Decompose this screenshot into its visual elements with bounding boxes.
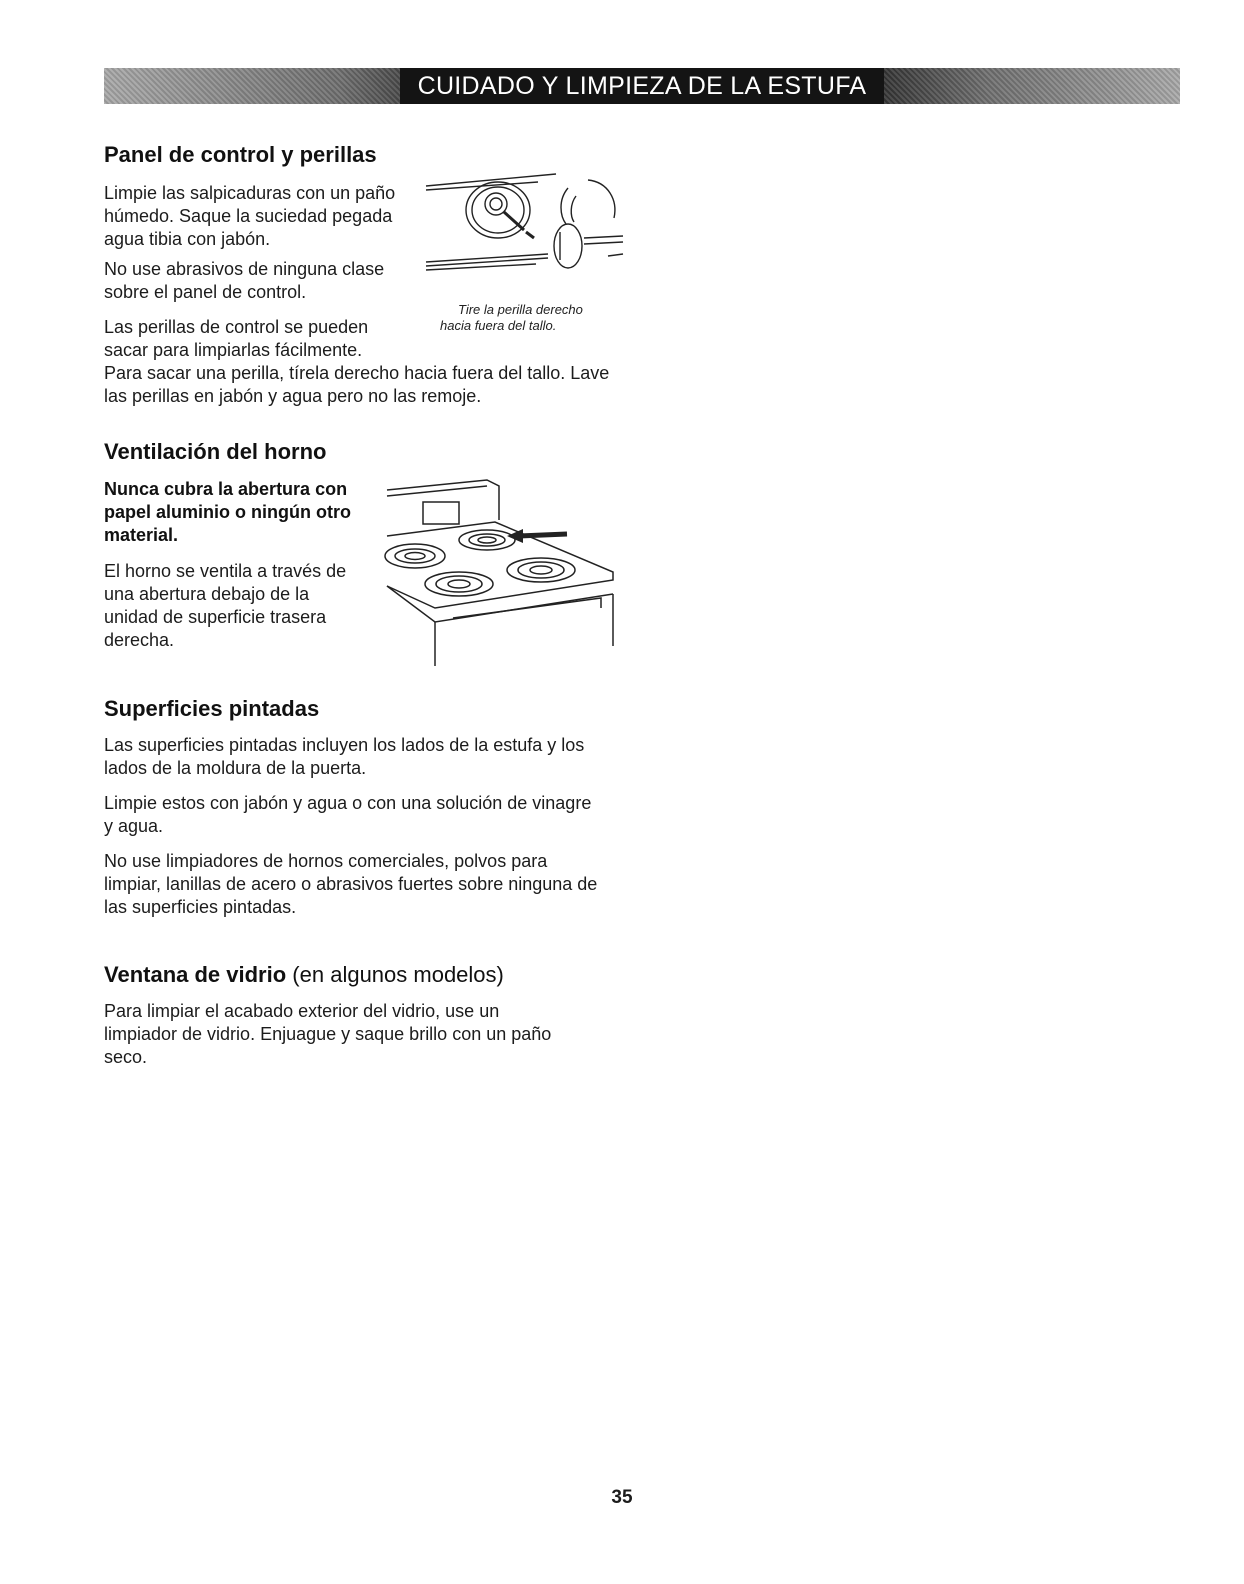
control-panel-paragraph-1: Limpie las salpicaduras con un paño húmedo. Saque la suciedad pegada agua tibia con jabón.: [104, 183, 396, 249]
heading-glass-window-title: Ventana de vidrio: [104, 962, 287, 987]
oven-vent-paragraph: El horno se ventila a través de una abertura debajo de la unidad de superficie trasera derecha.: [104, 561, 347, 650]
painted-surfaces-paragraph-1: Las superficies pintadas incluyen los lados de la estufa y los lados de la moldura de la puerta.: [104, 735, 585, 778]
heading-painted-surfaces: Superficies pintadas: [104, 696, 320, 721]
knob-caption-line-2: hacia fuera del tallo.: [440, 318, 557, 333]
painted-surfaces-paragraph-3: No use limpiadores de hornos comerciales, polvos para limpiar, lanillas de acero o abrasivos fuertes sobre ninguna de las superficies pintadas.: [104, 851, 598, 917]
knob-caption-line-1: Tire la perilla derecho: [458, 302, 583, 317]
heading-control-panel: Panel de control y perillas: [104, 142, 377, 167]
heading-glass-window: [104, 962, 504, 988]
page-number: 35: [611, 1487, 633, 1508]
control-panel-paragraph-3a: Las perillas de control se pueden sacar para limpiarlas fácilmente.: [104, 317, 369, 360]
heading-glass-window-note: (en algunos modelos): [292, 962, 504, 987]
painted-surfaces-paragraph-2: Limpie estos con jabón y agua o con una solución de vinagre y agua.: [104, 793, 592, 836]
range-vent-illustration: [383, 476, 619, 672]
heading-oven-vent: Ventilación del horno: [104, 439, 327, 464]
control-panel-paragraph-2: No use abrasivos de ninguna clase sobre el panel de control.: [104, 259, 385, 302]
oven-vent-warning: Nunca cubra la abertura con papel aluminio o ningún otro material.: [104, 479, 351, 545]
section-banner: [104, 68, 1180, 104]
knob-removal-illustration: [418, 168, 628, 278]
glass-window-paragraph: Para limpiar el acabado exterior del vidrio, use un limpiador de vidrio. Enjuague y saque brillo con un paño seco.: [104, 1001, 552, 1067]
banner-title: CUIDADO Y LIMPIEZA DE LA ESTUFA: [400, 68, 885, 104]
control-panel-paragraph-3b: Para sacar una perilla, tírela derecho hacia fuera del tallo. Lave las perillas en jabón y agua pero no las remoje.: [104, 363, 610, 406]
